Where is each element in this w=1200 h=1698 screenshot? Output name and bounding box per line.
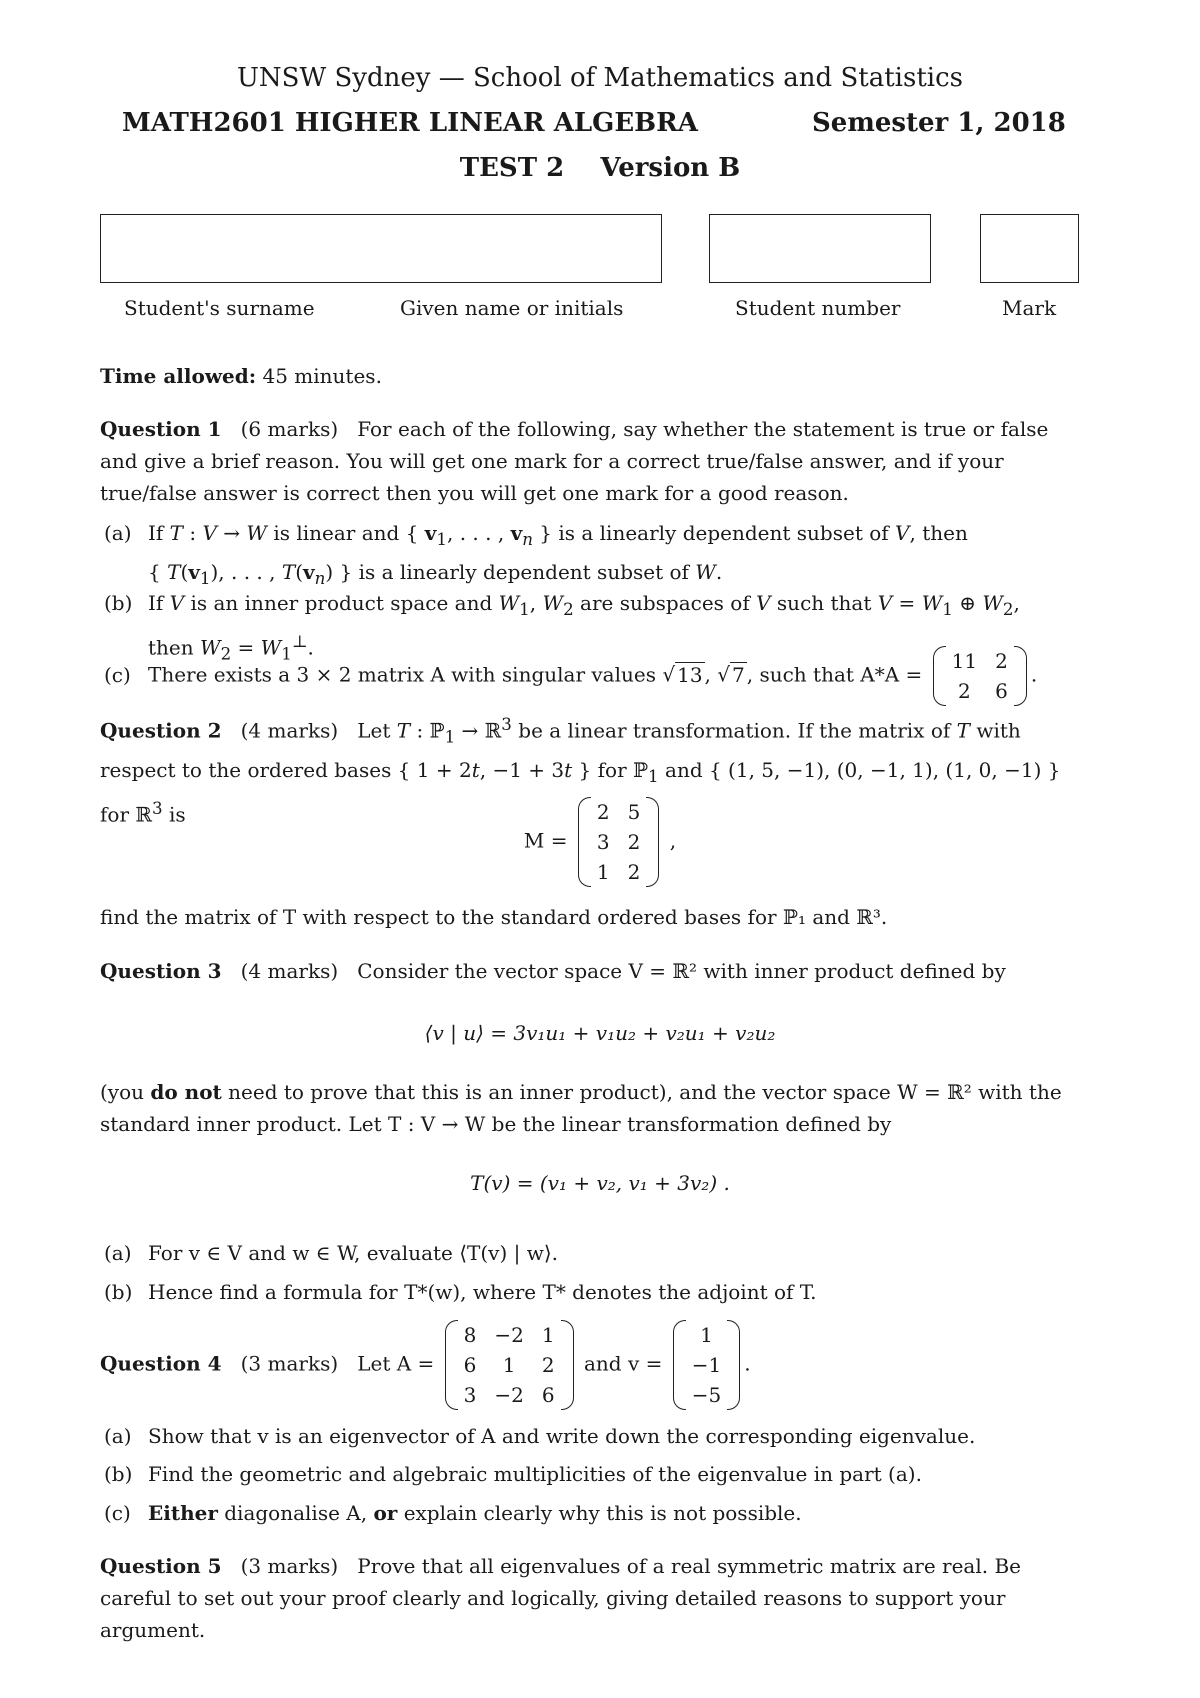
question-3a-tag: (a)	[104, 1241, 132, 1265]
question-1a-tag: (a)	[104, 521, 132, 545]
mark-box[interactable]	[980, 214, 1079, 283]
question-4-let: Let A =	[357, 1351, 435, 1376]
question-3-do-not: do not	[150, 1080, 222, 1104]
time-allowed-value: 45 minutes.	[262, 364, 382, 388]
transformation-formula: T(v) = (v₁ + v₂, v₁ + 3v₂) .	[470, 1171, 730, 1195]
question-3-title: Question 3	[100, 959, 222, 983]
question-5-marks: (3 marks)	[240, 1554, 339, 1578]
ata-matrix	[933, 646, 1027, 706]
matrix-cell: 6	[995, 679, 1008, 703]
question-4a-tag: (a)	[104, 1424, 132, 1448]
question-3-middle-post: need to prove that this is an inner product), and the vector space W = ℝ² with the standard inner product. Let T : V → W be the linear transformation defined by	[100, 1080, 1062, 1136]
question-4c-tail: explain clearly why this is not possible.	[403, 1501, 802, 1525]
test-title	[0, 152, 1200, 184]
question-3-intro	[100, 955, 1080, 987]
test-number: TEST 2	[459, 153, 565, 183]
matrix-cell: 3	[596, 830, 610, 854]
matrix-cell: 1	[502, 1353, 516, 1377]
singular-value-1: 13	[677, 662, 703, 687]
matrix-cell: 2	[541, 1353, 555, 1377]
matrix-cell: −2	[494, 1383, 524, 1407]
question-4c-either: Either	[148, 1501, 218, 1525]
matrix-cell: 2	[627, 830, 641, 854]
matrix-m-label: M =	[523, 828, 568, 853]
question-3-marks: (4 marks)	[240, 959, 339, 983]
question-1b-tag: (b)	[104, 591, 133, 615]
question-2-matrix: M = 2 5 3 2 1 2 ,	[0, 797, 1200, 887]
question-3b-tag: (b)	[104, 1280, 133, 1304]
matrix-cell: −2	[494, 1323, 524, 1347]
matrix-cell: 1	[596, 860, 610, 884]
question-4c-tag: (c)	[104, 1501, 131, 1525]
matrix-cell: 6	[463, 1353, 477, 1377]
question-1-intro	[100, 413, 1080, 509]
time-allowed	[100, 360, 1080, 392]
student-number-label: Student number	[735, 296, 901, 320]
question-4a	[104, 1420, 1080, 1452]
question-5-text: Prove that all eigenvalues of a real symmetric matrix are real. Be careful to set out your proof clearly and logically, giving detailed reasons to support your argument.	[100, 1554, 1022, 1642]
vector-v	[673, 1320, 740, 1410]
semester-label: Semester 1, 2018	[812, 108, 1066, 138]
given-name-label: Given name or initials	[400, 296, 624, 320]
course-title: MATH2601 HIGHER LINEAR ALGEBRA	[122, 108, 698, 138]
vector-cell: −1	[691, 1353, 722, 1377]
question-4-marks: (3 marks)	[240, 1351, 339, 1376]
question-2-title: Question 2	[100, 718, 222, 743]
matrix-cell: 5	[627, 800, 641, 824]
question-3-middle	[100, 1076, 1080, 1140]
question-4-intro: Question 4 (3 marks) Let A = 8 −2 1 6 1 2 3 −2 6 and v = 1 −1 −5 .	[100, 1320, 1080, 1410]
matrix-cell: 3	[463, 1383, 477, 1407]
student-number-box[interactable]	[709, 214, 931, 283]
question-1c-text: There exists a 3 × 2 matrix A with singular values	[148, 662, 656, 687]
name-box[interactable]	[100, 214, 662, 283]
question-3-middle-pre: (you	[100, 1080, 145, 1104]
matrix-cell: 6	[541, 1383, 555, 1407]
question-4c-mid: diagonalise A,	[224, 1501, 368, 1525]
question-4c-or: or	[373, 1501, 398, 1525]
question-4b-text: Find the geometric and algebraic multiplicities of the eigenvalue in part (a).	[148, 1462, 922, 1486]
question-4b	[104, 1458, 1080, 1490]
question-5-title: Question 5	[100, 1554, 222, 1578]
singular-value-2: 7	[732, 662, 745, 687]
test-version: Version B	[600, 153, 741, 183]
matrix-m	[578, 797, 659, 887]
matrix-cell: 2	[596, 800, 610, 824]
matrix-cell: 8	[463, 1323, 477, 1347]
inner-product-formula: ⟨v | u⟩ = 3v₁u₁ + v₁u₂ + v₂u₁ + v₂u₂	[424, 1021, 776, 1045]
institution-heading: UNSW Sydney — School of Mathematics and Statistics	[237, 63, 963, 93]
question-1-marks: (6 marks)	[240, 417, 339, 441]
mark-label: Mark	[1002, 296, 1057, 320]
question-4a-text: Show that v is an eigenvector of A and write down the corresponding eigenvalue.	[148, 1424, 976, 1448]
question-3b-text: Hence find a formula for T*(w), where T* denotes the adjoint of T.	[148, 1280, 817, 1304]
question-4c	[104, 1497, 1080, 1529]
question-2-marks: (4 marks)	[240, 718, 339, 743]
question-3b	[104, 1276, 1080, 1308]
question-4b-tag: (b)	[104, 1462, 133, 1486]
question-2-closing: find the matrix of T with respect to the standard ordered bases for ℙ₁ and ℝ³.	[100, 905, 888, 929]
time-allowed-label: Time allowed:	[100, 364, 257, 388]
matrix-cell: 11	[951, 649, 978, 673]
question-2-intro: Question 2 (4 marks) Let T : ℙ$_1$ → ℝ$^3$ be a linear transformation. If the matrix of T with respect to the ordered bases { 1 + 2t, −1 + 3t } for ℙ$_1$ and { (1, 5, −1), (0, −1, 1), (1, 0, −1) } for ℝ$^3$ is	[100, 715, 1061, 827]
question-5	[100, 1550, 1080, 1646]
vector-cell: −5	[691, 1383, 722, 1407]
matrix-cell: 2	[995, 649, 1008, 673]
matrix-cell: 2	[627, 860, 641, 884]
matrix-a	[445, 1320, 574, 1410]
question-4-and: and v =	[583, 1351, 663, 1376]
question-4-title: Question 4	[100, 1351, 222, 1376]
matrix-cell: 2	[958, 679, 971, 703]
matrix-cell: 1	[541, 1323, 555, 1347]
question-3a-text: For v ∈ V and w ∈ W, evaluate ⟨T(v) | w⟩.	[148, 1241, 559, 1265]
question-1c-tag: (c)	[104, 662, 131, 687]
question-1-text: For each of the following, say whether the statement is true or false and give a brief reason. You will get one mark for a correct true/false answer, and if your true/false answer is correct then you will get one mark for a good reason.	[100, 417, 1049, 505]
vector-cell: 1	[700, 1323, 713, 1347]
question-1-title: Question 1	[100, 417, 222, 441]
question-1c: (c) There exists a 3 × 2 matrix A with singular values √ 13 , √ 7 , such that A*A = 11 2 2 6 .	[104, 646, 1080, 706]
question-3a	[104, 1237, 1080, 1269]
surname-label: Student's surname	[124, 296, 315, 320]
question-1a: (a) If T : V → W is linear and { $v_1$, . . . , $v_n$ } is a linearly dependent subset of V, then { $T(v_1)$, . . . , $T(v_n)$ } is a linearly dependent subset of W.	[104, 517, 1080, 595]
question-1b: (b) If V is an inner product space and $W_1$, $W_2$ are subspaces of V such that $V = W_1$ ⊕ $W_2$, then $W_2 = W_1^\perp$.	[104, 587, 1080, 671]
question-1c-tail: , such that A*A =	[746, 662, 923, 687]
question-3-text: Consider the vector space V = ℝ² with inner product defined by	[357, 959, 1006, 983]
